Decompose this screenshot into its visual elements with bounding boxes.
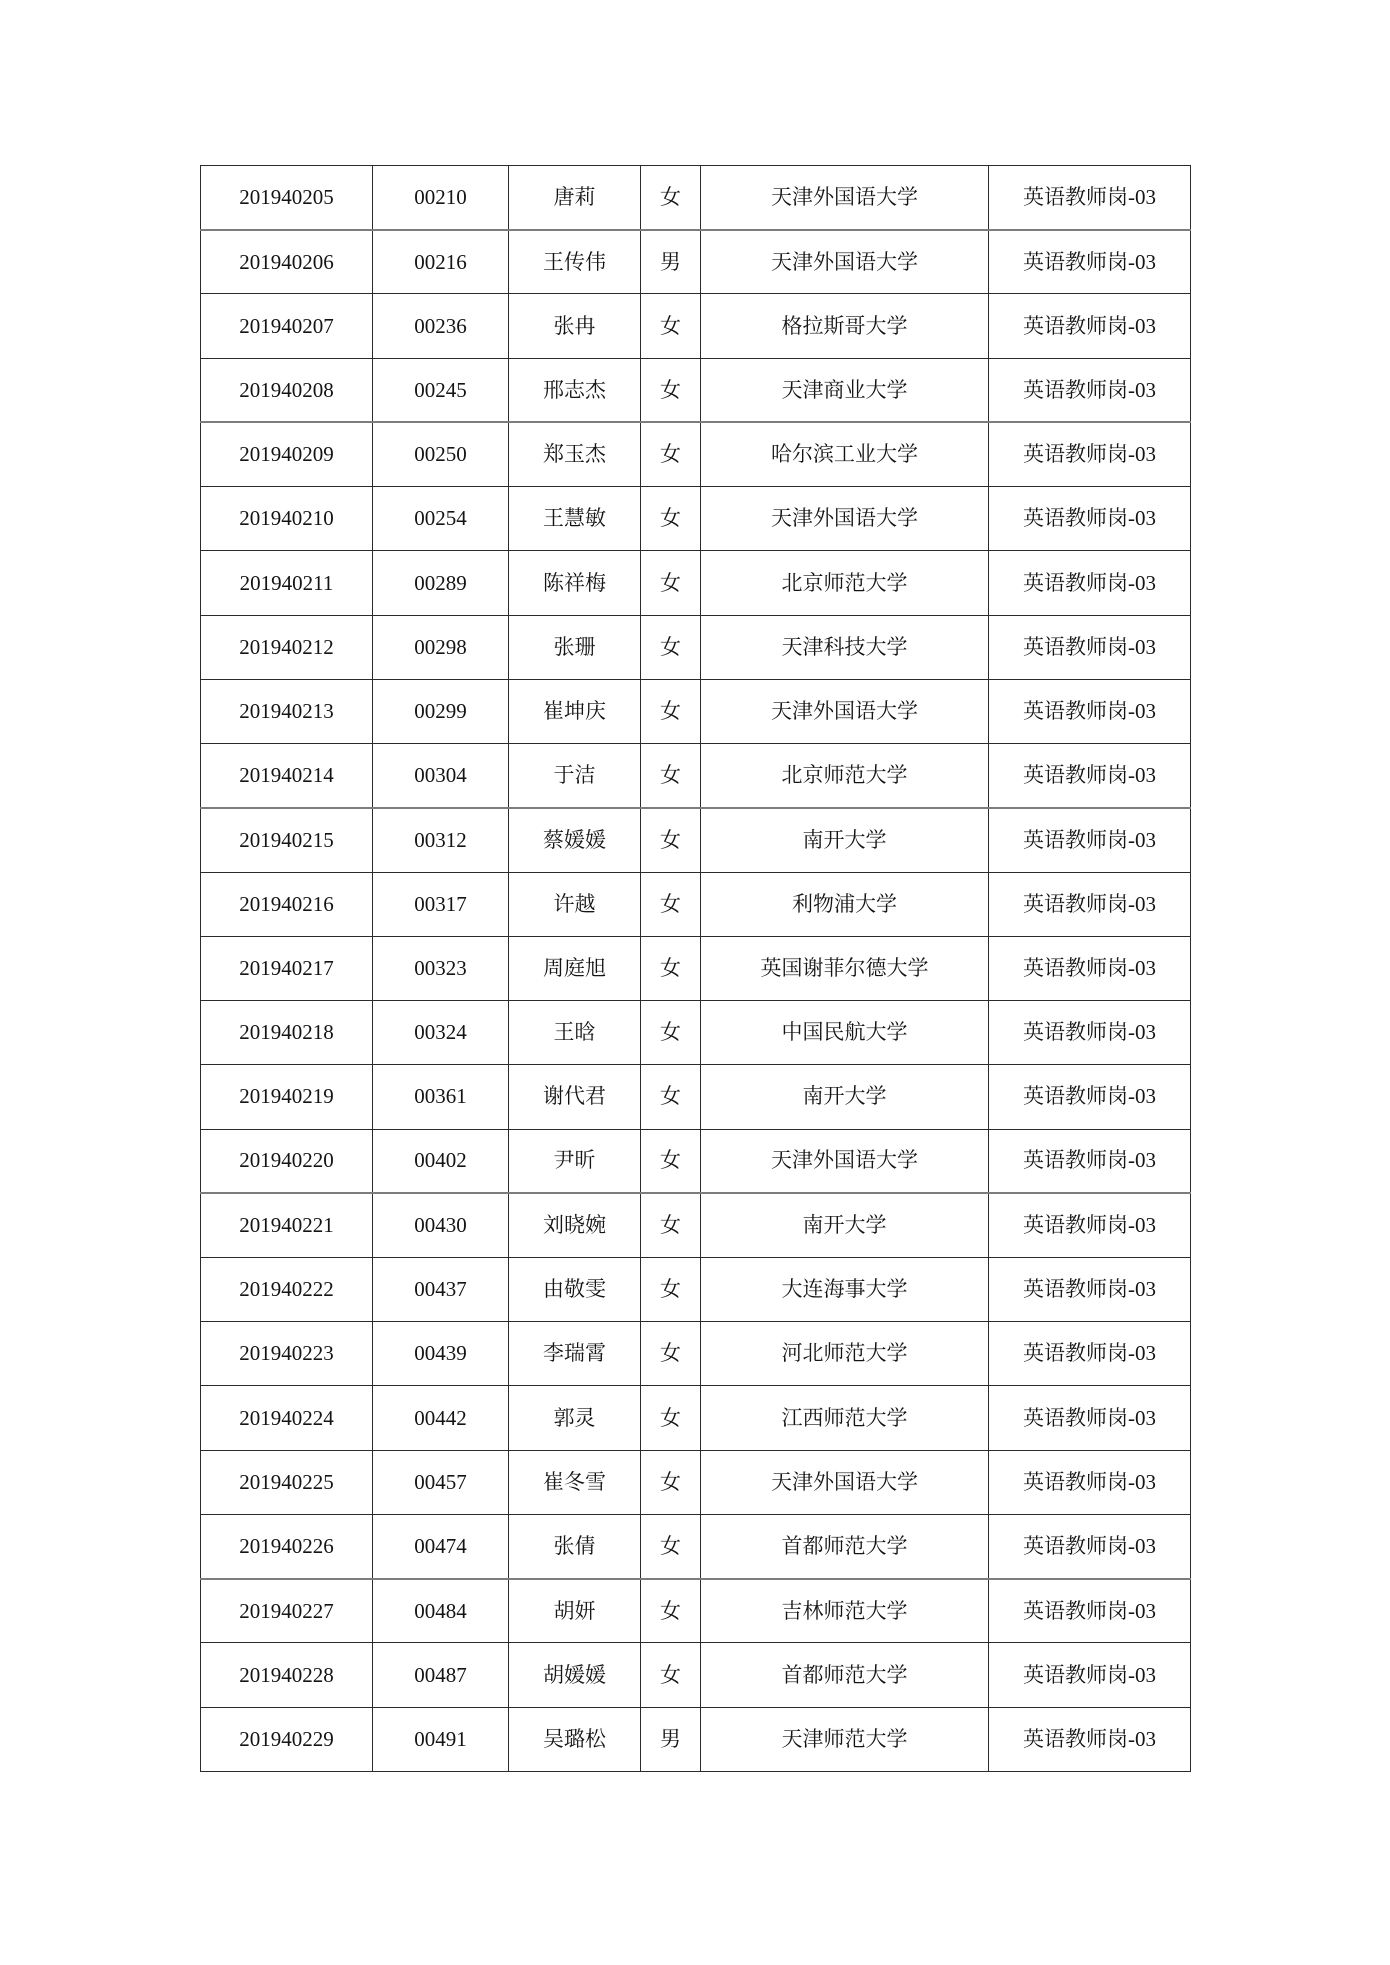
university-cell: 天津商业大学 [701,358,989,422]
name-cell: 于洁 [509,744,641,808]
position-cell: 英语教师岗-03 [989,1450,1191,1514]
registration-number-cell: 201940226 [201,1514,373,1578]
candidate-code-cell: 00323 [373,936,509,1000]
gender-cell: 女 [641,1129,701,1193]
candidate-code-cell: 00491 [373,1707,509,1771]
name-cell: 陈祥梅 [509,551,641,615]
name-cell: 郑玉杰 [509,422,641,486]
table-row [201,294,1191,358]
gender-cell: 男 [641,1707,701,1771]
name-cell: 崔坤庆 [509,679,641,743]
name-cell: 张倩 [509,1514,641,1578]
gender-cell: 女 [641,1193,701,1257]
gender-cell: 女 [641,1643,701,1707]
candidate-code-cell: 00439 [373,1322,509,1386]
table-row [201,1579,1191,1643]
candidate-code-cell: 00361 [373,1065,509,1129]
table-row [201,487,1191,551]
candidate-code-cell: 00457 [373,1450,509,1514]
name-cell: 胡媛媛 [509,1643,641,1707]
gender-cell: 女 [641,551,701,615]
candidate-code-cell: 00484 [373,1579,509,1643]
table-row [201,1450,1191,1514]
university-cell: 河北师范大学 [701,1322,989,1386]
table-row [201,1129,1191,1193]
university-cell: 格拉斯哥大学 [701,294,989,358]
position-cell: 英语教师岗-03 [989,1386,1191,1450]
name-cell: 蔡媛媛 [509,808,641,872]
gender-cell: 女 [641,744,701,808]
table-row [201,1065,1191,1129]
candidate-code-cell: 00250 [373,422,509,486]
university-cell: 天津外国语大学 [701,487,989,551]
table-row [201,551,1191,615]
candidate-code-cell: 00210 [373,166,509,230]
name-cell: 李瑞霄 [509,1322,641,1386]
candidate-code-cell: 00430 [373,1193,509,1257]
table-row [201,1386,1191,1450]
candidate-code-cell: 00474 [373,1514,509,1578]
registration-number-cell: 201940229 [201,1707,373,1771]
name-cell: 周庭旭 [509,936,641,1000]
name-cell: 谢代君 [509,1065,641,1129]
university-cell: 首都师范大学 [701,1643,989,1707]
gender-cell: 女 [641,872,701,936]
gender-cell: 女 [641,808,701,872]
position-cell: 英语教师岗-03 [989,1643,1191,1707]
table-row [201,679,1191,743]
candidate-code-cell: 00236 [373,294,509,358]
university-cell: 英国谢菲尔德大学 [701,936,989,1000]
position-cell: 英语教师岗-03 [989,1707,1191,1771]
table-row [201,230,1191,294]
registration-number-cell: 201940210 [201,487,373,551]
registration-number-cell: 201940209 [201,422,373,486]
university-cell: 天津科技大学 [701,615,989,679]
name-cell: 邢志杰 [509,358,641,422]
gender-cell: 女 [641,1322,701,1386]
position-cell: 英语教师岗-03 [989,808,1191,872]
name-cell: 由敬雯 [509,1257,641,1321]
position-cell: 英语教师岗-03 [989,615,1191,679]
registration-number-cell: 201940208 [201,358,373,422]
table-row [201,872,1191,936]
university-cell: 江西师范大学 [701,1386,989,1450]
university-cell: 南开大学 [701,1065,989,1129]
name-cell: 刘晓婉 [509,1193,641,1257]
registration-number-cell: 201940213 [201,679,373,743]
gender-cell: 女 [641,1514,701,1578]
table-row [201,422,1191,486]
gender-cell: 女 [641,422,701,486]
name-cell: 许越 [509,872,641,936]
candidate-code-cell: 00254 [373,487,509,551]
position-cell: 英语教师岗-03 [989,294,1191,358]
gender-cell: 女 [641,166,701,230]
name-cell: 尹昕 [509,1129,641,1193]
candidate-code-cell: 00289 [373,551,509,615]
candidate-code-cell: 00442 [373,1386,509,1450]
position-cell: 英语教师岗-03 [989,1322,1191,1386]
position-cell: 英语教师岗-03 [989,1257,1191,1321]
name-cell: 崔冬雪 [509,1450,641,1514]
university-cell: 大连海事大学 [701,1257,989,1321]
table-row [201,1193,1191,1257]
position-cell: 英语教师岗-03 [989,1065,1191,1129]
candidate-code-cell: 00317 [373,872,509,936]
university-cell: 北京师范大学 [701,551,989,615]
registration-number-cell: 201940212 [201,615,373,679]
university-cell: 天津外国语大学 [701,1129,989,1193]
position-cell: 英语教师岗-03 [989,487,1191,551]
university-cell: 南开大学 [701,1193,989,1257]
registration-number-cell: 201940225 [201,1450,373,1514]
position-cell: 英语教师岗-03 [989,166,1191,230]
candidate-code-cell: 00437 [373,1257,509,1321]
name-cell: 郭灵 [509,1386,641,1450]
gender-cell: 女 [641,615,701,679]
gender-cell: 女 [641,679,701,743]
candidate-code-cell: 00487 [373,1643,509,1707]
gender-cell: 女 [641,1001,701,1065]
candidate-code-cell: 00312 [373,808,509,872]
name-cell: 唐莉 [509,166,641,230]
name-cell: 胡妍 [509,1579,641,1643]
registration-number-cell: 201940221 [201,1193,373,1257]
table-row [201,1707,1191,1771]
position-cell: 英语教师岗-03 [989,679,1191,743]
table-row [201,1514,1191,1578]
university-cell: 天津外国语大学 [701,679,989,743]
registration-number-cell: 201940211 [201,551,373,615]
registration-number-cell: 201940228 [201,1643,373,1707]
gender-cell: 女 [641,936,701,1000]
university-cell: 北京师范大学 [701,744,989,808]
table-row [201,936,1191,1000]
registration-number-cell: 201940215 [201,808,373,872]
table-row [201,615,1191,679]
registration-number-cell: 201940207 [201,294,373,358]
candidates-table-body [201,166,1191,1772]
gender-cell: 女 [641,1065,701,1129]
table-row [201,1643,1191,1707]
candidate-code-cell: 00304 [373,744,509,808]
position-cell: 英语教师岗-03 [989,1579,1191,1643]
gender-cell: 男 [641,230,701,294]
registration-number-cell: 201940219 [201,1065,373,1129]
candidate-code-cell: 00402 [373,1129,509,1193]
table-row [201,744,1191,808]
position-cell: 英语教师岗-03 [989,422,1191,486]
university-cell: 首都师范大学 [701,1514,989,1578]
position-cell: 英语教师岗-03 [989,872,1191,936]
gender-cell: 女 [641,358,701,422]
position-cell: 英语教师岗-03 [989,744,1191,808]
registration-number-cell: 201940222 [201,1257,373,1321]
university-cell: 吉林师范大学 [701,1579,989,1643]
table-row [201,166,1191,230]
name-cell: 王晗 [509,1001,641,1065]
university-cell: 利物浦大学 [701,872,989,936]
position-cell: 英语教师岗-03 [989,1514,1191,1578]
candidate-code-cell: 00298 [373,615,509,679]
candidate-code-cell: 00299 [373,679,509,743]
name-cell: 张珊 [509,615,641,679]
gender-cell: 女 [641,294,701,358]
registration-number-cell: 201940206 [201,230,373,294]
gender-cell: 女 [641,1579,701,1643]
university-cell: 中国民航大学 [701,1001,989,1065]
name-cell: 王慧敏 [509,487,641,551]
university-cell: 哈尔滨工业大学 [701,422,989,486]
position-cell: 英语教师岗-03 [989,551,1191,615]
gender-cell: 女 [641,1450,701,1514]
registration-number-cell: 201940218 [201,1001,373,1065]
registration-number-cell: 201940220 [201,1129,373,1193]
name-cell: 王传伟 [509,230,641,294]
registration-number-cell: 201940205 [201,166,373,230]
position-cell: 英语教师岗-03 [989,230,1191,294]
table-row [201,1257,1191,1321]
gender-cell: 女 [641,1257,701,1321]
position-cell: 英语教师岗-03 [989,936,1191,1000]
position-cell: 英语教师岗-03 [989,1001,1191,1065]
candidate-code-cell: 00324 [373,1001,509,1065]
table-row [201,358,1191,422]
university-cell: 天津外国语大学 [701,166,989,230]
university-cell: 天津外国语大学 [701,1450,989,1514]
registration-number-cell: 201940224 [201,1386,373,1450]
name-cell: 张冉 [509,294,641,358]
registration-number-cell: 201940216 [201,872,373,936]
name-cell: 吴璐松 [509,1707,641,1771]
candidate-code-cell: 00245 [373,358,509,422]
position-cell: 英语教师岗-03 [989,1193,1191,1257]
candidate-code-cell: 00216 [373,230,509,294]
table-row [201,1001,1191,1065]
table-row [201,1322,1191,1386]
registration-number-cell: 201940227 [201,1579,373,1643]
position-cell: 英语教师岗-03 [989,1129,1191,1193]
registration-number-cell: 201940214 [201,744,373,808]
table-row [201,808,1191,872]
position-cell: 英语教师岗-03 [989,358,1191,422]
university-cell: 天津外国语大学 [701,230,989,294]
registration-number-cell: 201940217 [201,936,373,1000]
registration-number-cell: 201940223 [201,1322,373,1386]
gender-cell: 女 [641,1386,701,1450]
gender-cell: 女 [641,487,701,551]
university-cell: 天津师范大学 [701,1707,989,1771]
university-cell: 南开大学 [701,808,989,872]
candidates-table [200,165,1191,1772]
